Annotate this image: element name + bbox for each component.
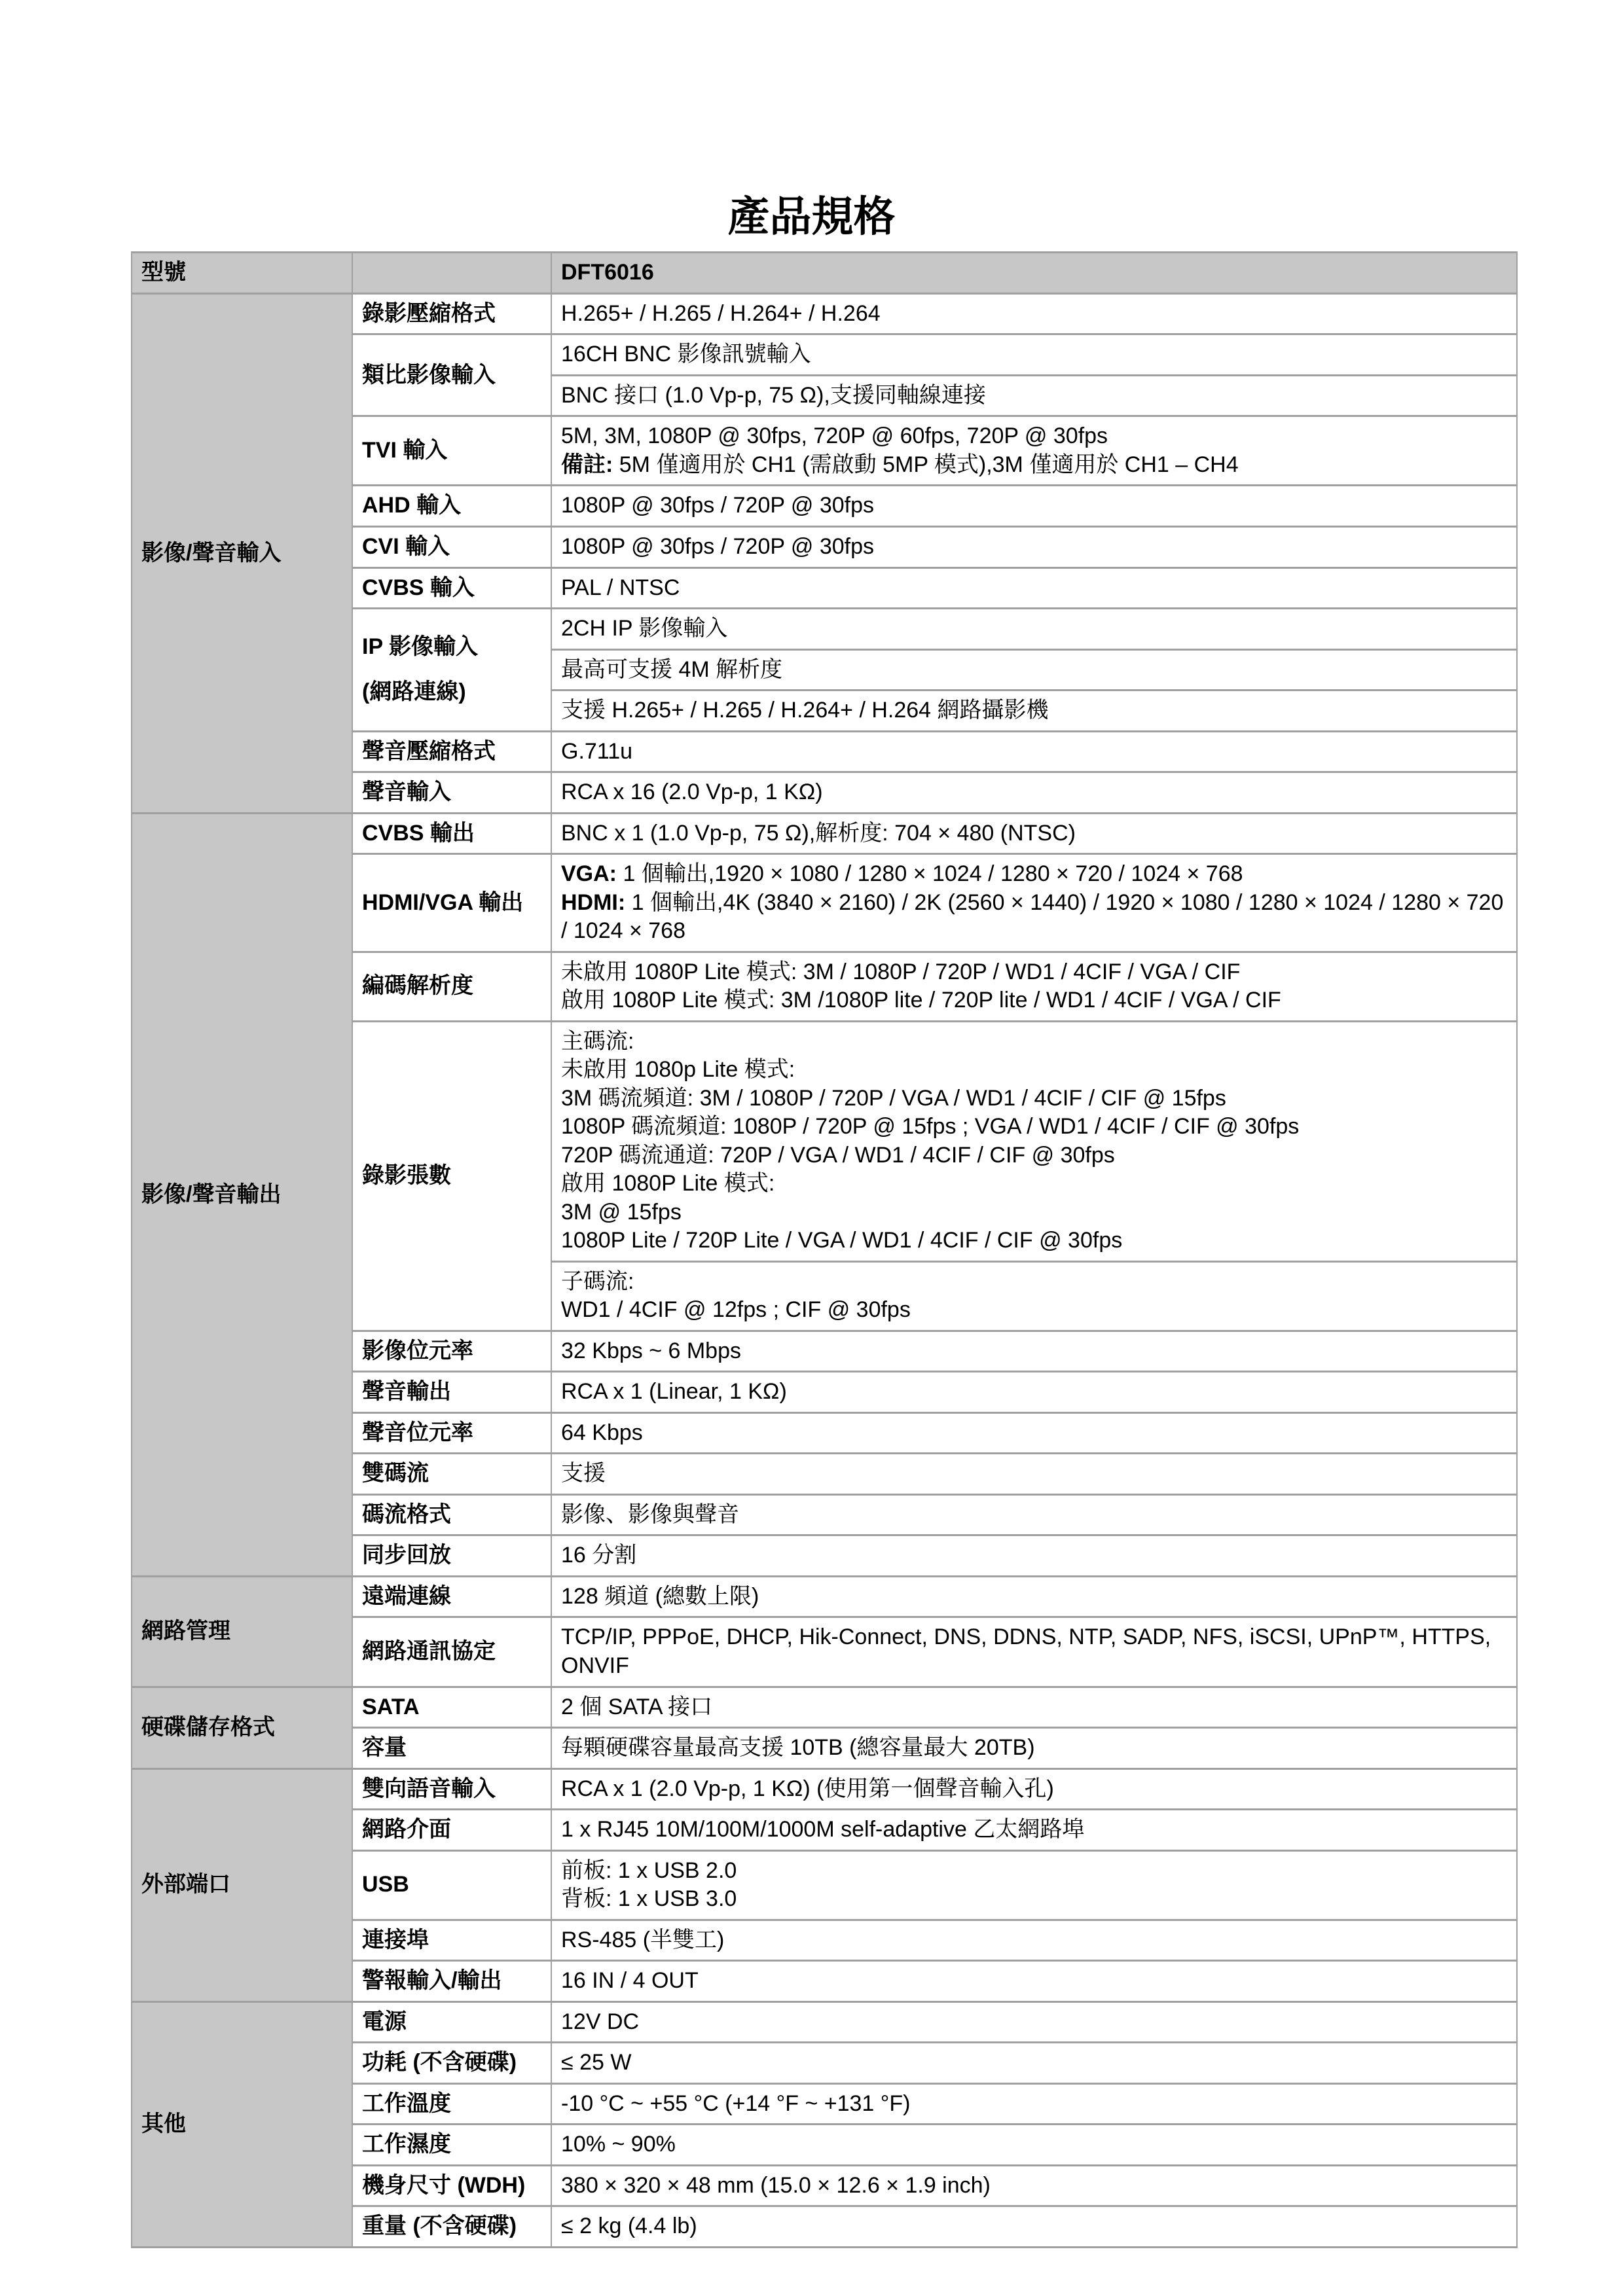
label-network-protocols: 網路通訊協定 <box>352 1617 551 1687</box>
group-label-av-output: 影像/聲音輸出 <box>132 813 352 1576</box>
label-alarm-io: 警報輸入/輸出 <box>352 1961 551 2002</box>
tvi-note-text: 5M 僅適用於 CH1 (需啟動 5MP 模式),3M 僅適用於 CH1 – CH4 <box>613 452 1239 477</box>
recording-rate-main-line: 720P 碼流通道: 720P / VGA / WD1 / 4CIF / CIF @ 30fps <box>561 1142 1115 1168</box>
label-stream-type: 碼流格式 <box>352 1494 551 1535</box>
table-row <box>132 1687 1517 1728</box>
value-cvbs-output: BNC x 1 (1.0 Vp-p, 75 Ω),解析度: 704 × 480 (NTSC) <box>551 813 1517 854</box>
value-serial-port: RS-485 (半雙工) <box>551 1920 1517 1961</box>
vga-output-text: 1 個輸出,1920 × 1080 / 1280 × 1024 / 1280 × 720 / 1024 × 768 <box>617 861 1243 887</box>
label-serial-port: 連接埠 <box>352 1920 551 1961</box>
value-audio-bitrate: 64 Kbps <box>551 1412 1517 1454</box>
label-consumption: 功耗 (不含硬碟) <box>352 2043 551 2084</box>
value-capacity: 每顆硬碟容量最高支援 10TB (總容量最大 20TB) <box>551 1728 1517 1769</box>
value-alarm-io: 16 IN / 4 OUT <box>551 1961 1517 2002</box>
hdmi-output-line <box>561 889 1507 946</box>
model-value-cell: DFT6016 <box>551 253 1517 294</box>
value-audio-output: RCA x 1 (Linear, 1 KΩ) <box>551 1372 1517 1413</box>
group-label-network: 網路管理 <box>132 1576 352 1687</box>
value-video-bitrate: 32 Kbps ~ 6 Mbps <box>551 1331 1517 1372</box>
label-video-bitrate: 影像位元率 <box>352 1331 551 1372</box>
value-power: 12V DC <box>551 2001 1517 2043</box>
value-analog-input-2: BNC 接口 (1.0 Vp-p, 75 Ω),支援同軸線連接 <box>551 375 1517 416</box>
value-dual-stream: 支援 <box>551 1454 1517 1495</box>
value-recording-rate-main <box>551 1021 1517 1261</box>
group-label-external-ports: 外部端口 <box>132 1768 352 2001</box>
label-remote-connection: 遠端連線 <box>352 1576 551 1617</box>
value-encoding-resolution <box>551 952 1517 1021</box>
value-ahd-input: 1080P @ 30fps / 720P @ 30fps <box>551 486 1517 527</box>
label-network-interface: 網路介面 <box>352 1810 551 1851</box>
value-tvi-input <box>551 416 1517 486</box>
recording-rate-sub-line: 子碼流: <box>561 1268 634 1294</box>
recording-rate-main-line: 啟用 1080P Lite 模式: <box>561 1171 775 1196</box>
label-sync-playback: 同步回放 <box>352 1535 551 1577</box>
value-dimensions: 380 × 320 × 48 mm (15.0 × 12.6 × 1.9 inch) <box>551 2165 1517 2206</box>
value-sync-playback: 16 分割 <box>551 1535 1517 1577</box>
value-ip-input-1: 2CH IP 影像輸入 <box>551 609 1517 650</box>
value-usb <box>551 1850 1517 1920</box>
header-row <box>132 253 1517 294</box>
tvi-note-line <box>561 451 1507 480</box>
label-recording-rate: 錄影張數 <box>352 1021 551 1331</box>
label-ahd-input: AHD 輸入 <box>352 486 551 527</box>
encoding-resolution-line-2: 啟用 1080P Lite 模式: 3M /1080P lite / 720P lite / WD1 / 4CIF / VGA / CIF <box>561 988 1281 1013</box>
value-consumption: ≤ 25 W <box>551 2043 1517 2084</box>
usb-front-line: 前板: 1 x USB 2.0 <box>561 1857 737 1883</box>
model-label-cell: 型號 <box>132 253 352 294</box>
label-rec-format: 錄影壓縮格式 <box>352 293 551 334</box>
header-empty-cell <box>352 253 551 294</box>
table-row <box>132 1768 1517 1810</box>
label-dual-stream: 雙碼流 <box>352 1454 551 1495</box>
label-power: 電源 <box>352 2001 551 2043</box>
value-ip-input-2: 最高可支援 4M 解析度 <box>551 649 1517 691</box>
vga-output-label: VGA: <box>561 861 617 887</box>
hdmi-output-label: HDMI: <box>561 889 626 915</box>
page-title: 產品規格 <box>727 193 896 240</box>
tvi-line-1: 5M, 3M, 1080P @ 30fps, 720P @ 60fps, 720P @ 30fps <box>561 423 1108 449</box>
value-rec-format: H.265+ / H.265 / H.264+ / H.264 <box>551 293 1517 334</box>
label-tvi-input: TVI 輸入 <box>352 416 551 486</box>
value-weight: ≤ 2 kg (4.4 lb) <box>551 2206 1517 2248</box>
label-audio-compression: 聲音壓縮格式 <box>352 731 551 772</box>
recording-rate-main-line: 3M @ 15fps <box>561 1199 682 1225</box>
value-cvi-input: 1080P @ 30fps / 720P @ 30fps <box>551 527 1517 568</box>
group-label-other: 其他 <box>132 2001 352 2247</box>
label-sata: SATA <box>352 1687 551 1728</box>
value-network-interface: 1 x RJ45 10M/100M/1000M self-adaptive 乙太網路埠 <box>551 1810 1517 1851</box>
group-label-storage: 硬碟儲存格式 <box>132 1687 352 1768</box>
table-row <box>132 2001 1517 2043</box>
label-audio-output: 聲音輸出 <box>352 1372 551 1413</box>
value-ip-input-3: 支援 H.265+ / H.265 / H.264+ / H.264 網路攝影機 <box>551 691 1517 732</box>
ip-input-label-line-1: IP 影像輸入 <box>362 634 478 659</box>
label-encoding-resolution: 編碼解析度 <box>352 952 551 1021</box>
recording-rate-main-line: 未啟用 1080p Lite 模式: <box>561 1057 795 1083</box>
label-hdmi-vga-output: HDMI/VGA 輸出 <box>352 854 551 952</box>
label-cvbs-output: CVBS 輸出 <box>352 813 551 854</box>
ip-input-label-line-2: (網路連線) <box>362 679 466 705</box>
table-row <box>132 293 1517 334</box>
group-label-av-input: 影像/聲音輸入 <box>132 293 352 813</box>
label-two-way-audio: 雙向語音輸入 <box>352 1768 551 1810</box>
label-usb: USB <box>352 1850 551 1920</box>
value-working-humidity: 10% ~ 90% <box>551 2125 1517 2166</box>
value-recording-rate-sub <box>551 1261 1517 1331</box>
value-audio-input: RCA x 16 (2.0 Vp-p, 1 KΩ) <box>551 772 1517 814</box>
value-cvbs-input: PAL / NTSC <box>551 567 1517 609</box>
label-weight: 重量 (不含硬碟) <box>352 2206 551 2248</box>
table-row <box>132 813 1517 854</box>
label-audio-input: 聲音輸入 <box>352 772 551 814</box>
table-row <box>132 1576 1517 1617</box>
value-audio-compression: G.711u <box>551 731 1517 772</box>
label-working-humidity: 工作濕度 <box>352 2125 551 2166</box>
spec-table <box>131 251 1518 2248</box>
value-analog-input-1: 16CH BNC 影像訊號輸入 <box>551 334 1517 376</box>
label-cvi-input: CVI 輸入 <box>352 527 551 568</box>
value-hdmi-vga-output <box>551 854 1517 952</box>
tvi-note-label: 備註: <box>561 452 613 477</box>
label-analog-input: 類比影像輸入 <box>352 334 551 416</box>
recording-rate-main-line: 1080P Lite / 720P Lite / VGA / WD1 / 4CIF / CIF @ 30fps <box>561 1228 1123 1253</box>
recording-rate-main-line: 1080P 碼流頻道: 1080P / 720P @ 15fps ; VGA / WD1 / 4CIF / CIF @ 30fps <box>561 1114 1300 1139</box>
value-working-temperature: -10 °C ~ +55 °C (+14 °F ~ +131 °F) <box>551 2083 1517 2125</box>
label-dimensions: 機身尺寸 (WDH) <box>352 2165 551 2206</box>
label-ip-input <box>352 609 551 732</box>
value-stream-type: 影像、影像與聲音 <box>551 1494 1517 1535</box>
usb-rear-line: 背板: 1 x USB 3.0 <box>561 1886 737 1912</box>
value-network-protocols: TCP/IP, PPPoE, DHCP, Hik-Connect, DNS, DDNS, NTP, SADP, NFS, iSCSI, UPnP™, HTTPS, ONVIF <box>551 1617 1517 1687</box>
recording-rate-sub-line: WD1 / 4CIF @ 12fps ; CIF @ 30fps <box>561 1297 911 1323</box>
label-capacity: 容量 <box>352 1728 551 1769</box>
hdmi-output-text: 1 個輸出,4K (3840 × 2160) / 2K (2560 × 1440) / 1920 × 1080 / 1280 × 1024 / 1280 × 720 / 1024 × 768 <box>561 889 1504 944</box>
encoding-resolution-line-1: 未啟用 1080P Lite 模式: 3M / 1080P / 720P / WD1 / 4CIF / VGA / CIF <box>561 959 1241 984</box>
recording-rate-main-line: 3M 碼流頻道: 3M / 1080P / 720P / VGA / WD1 / 4CIF / CIF @ 15fps <box>561 1085 1226 1111</box>
label-cvbs-input: CVBS 輸入 <box>352 567 551 609</box>
vga-output-line <box>561 860 1507 889</box>
value-two-way-audio: RCA x 1 (2.0 Vp-p, 1 KΩ) (使用第一個聲音輸入孔) <box>551 1768 1517 1810</box>
recording-rate-main-line: 主碼流: <box>561 1028 634 1054</box>
value-sata: 2 個 SATA 接口 <box>551 1687 1517 1728</box>
label-audio-bitrate: 聲音位元率 <box>352 1412 551 1454</box>
value-remote-connection: 128 頻道 (總數上限) <box>551 1576 1517 1617</box>
label-working-temperature: 工作溫度 <box>352 2083 551 2125</box>
